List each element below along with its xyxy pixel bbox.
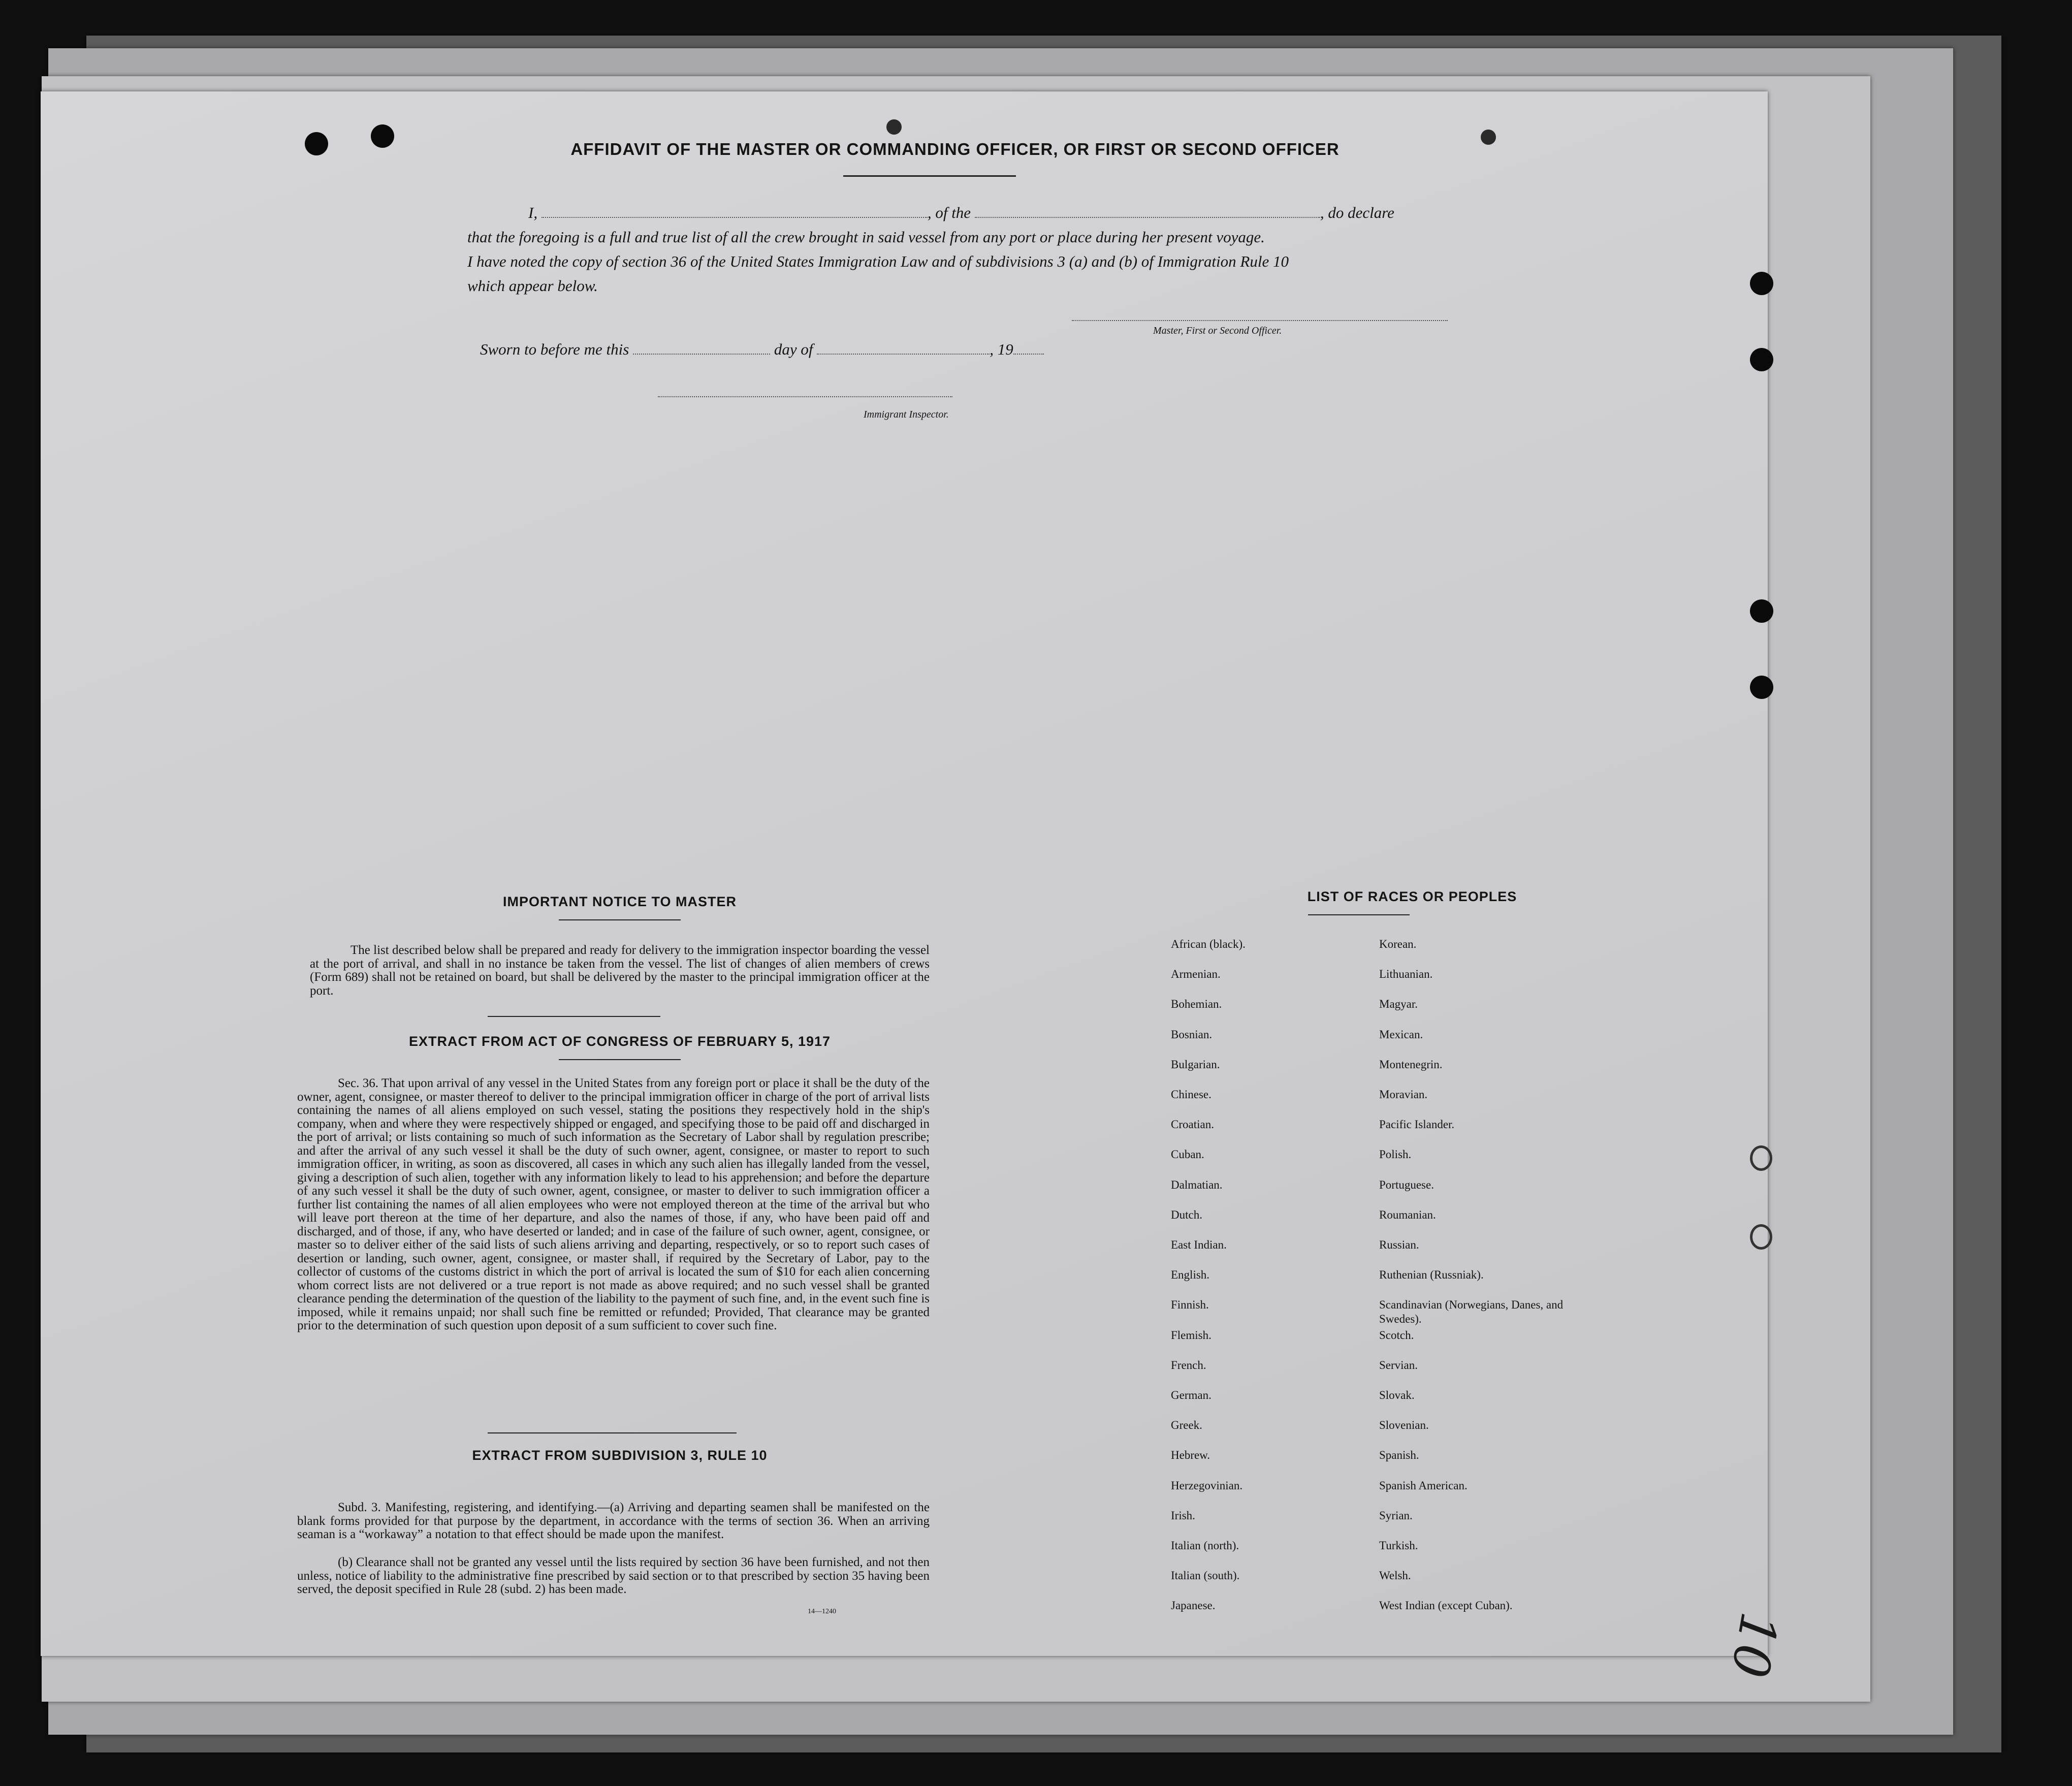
race-item: Italian (north). — [1171, 1539, 1239, 1552]
race-item: Ruthenian (Russniak). — [1379, 1268, 1484, 1282]
affidavit-title: AFFIDAVIT OF THE MASTER OR COMMANDING OFFICER, OR FIRST OR SECOND OFFICER — [570, 140, 1340, 158]
affidavit-text: I have noted the copy of section 36 of the United States Immigration Law and of subdivisions 3 (a) and (b) of Immigration Rule 10 — [467, 252, 1289, 270]
sworn-line — [480, 340, 1044, 359]
race-item: French. — [1171, 1358, 1206, 1372]
race-item: Flemish. — [1171, 1328, 1212, 1342]
divider — [488, 1432, 737, 1433]
punch-hole — [1750, 599, 1773, 623]
sworn-text: Sworn to before me this — [480, 340, 629, 358]
divider — [1308, 914, 1410, 915]
race-item: East Indian. — [1171, 1238, 1227, 1251]
race-item: Servian. — [1379, 1358, 1418, 1372]
rule-title: EXTRACT FROM SUBDIVISION 3, RULE 10 — [472, 1448, 768, 1463]
race-item: West Indian (except Cuban). — [1379, 1599, 1513, 1612]
race-item: Russian. — [1379, 1238, 1419, 1251]
vessel-blank — [975, 217, 1320, 218]
year-blank — [1013, 354, 1044, 355]
affidavit-text: I, — [528, 204, 538, 221]
handwritten-page-number: 10 — [1719, 1608, 1790, 1682]
race-item: Montenegrin. — [1379, 1058, 1443, 1071]
race-item: Portuguese. — [1379, 1178, 1434, 1191]
race-item: Welsh. — [1379, 1569, 1411, 1582]
punch-hole — [305, 132, 328, 155]
inspector-signature-line — [658, 396, 952, 397]
form-page — [41, 91, 1768, 1656]
race-item: Japanese. — [1171, 1599, 1216, 1612]
race-item: Herzegovinian. — [1171, 1479, 1243, 1492]
day-blank — [633, 354, 770, 355]
punch-hole — [1750, 1145, 1772, 1171]
punch-hole — [886, 119, 902, 135]
punch-hole — [1750, 1224, 1772, 1250]
race-item: German. — [1171, 1389, 1212, 1401]
sworn-text: day of — [774, 340, 813, 358]
race-item: Korean. — [1379, 938, 1417, 950]
race-item: Dutch. — [1171, 1208, 1202, 1221]
race-item: Syrian. — [1379, 1509, 1413, 1522]
race-item: Dalmatian. — [1171, 1178, 1223, 1191]
inspector-label: Immigrant Inspector. — [864, 409, 949, 420]
punch-hole — [1750, 348, 1773, 371]
race-item: Chinese. — [1171, 1088, 1212, 1101]
race-item: African (black). — [1171, 938, 1246, 950]
race-item: Scotch. — [1379, 1328, 1414, 1342]
month-blank — [817, 354, 990, 355]
race-item: Finnish. — [1171, 1298, 1209, 1312]
punch-hole — [1750, 676, 1773, 699]
affidavit-text: , do declare — [1320, 204, 1394, 221]
race-item: Bulgarian. — [1171, 1058, 1220, 1071]
rule-body-b: (b) Clearance shall not be granted any vessel until the lists required by section 36 have been furnished, and not then unless, notice of liability to the administrative fine prescribed by said section or to that prescribed by section 35 having been served, the deposit specified in Rule 28 (subd. 2) has been made. — [297, 1555, 930, 1596]
race-item: Hebrew. — [1171, 1449, 1210, 1462]
race-item: Pacific Islander. — [1379, 1118, 1455, 1131]
affidavit-text: which appear below. — [467, 277, 598, 295]
race-item: Spanish American. — [1379, 1479, 1468, 1492]
race-item: Moravian. — [1379, 1088, 1428, 1101]
race-item: Spanish. — [1379, 1449, 1419, 1462]
race-item: Bosnian. — [1171, 1028, 1213, 1041]
race-item: Greek. — [1171, 1419, 1202, 1432]
punch-hole — [1750, 272, 1773, 295]
divider — [843, 175, 1016, 177]
divider — [559, 919, 681, 920]
punch-hole — [371, 124, 394, 148]
race-item: English. — [1171, 1268, 1210, 1282]
race-item: Slovak. — [1379, 1389, 1415, 1401]
race-item: Cuban. — [1171, 1148, 1204, 1161]
race-item: Lithuanian. — [1379, 968, 1433, 981]
race-item: Bohemian. — [1171, 998, 1222, 1011]
race-item: Polish. — [1379, 1148, 1412, 1161]
name-blank — [541, 217, 928, 218]
act-body: Sec. 36. That upon arrival of any vessel in the United States from any foreign port or place it shall be the duty of the owner, agent, consignee, or master thereof to deliver to the principal immigration officer in charge of the port of arrival lists containing the names of all aliens employed on such vessel, stating the positions they respectively hold in the ship's company, when and where they were respectively shipped or engaged, and specifying those to be paid off and discharged in the port of arrival; or lists containing so much of such information as the Secretary of Labor shall by regulation prescribe; and after the arrival of any such vessel it shall be the duty of such owner, agent, consignee, or master to report to such immigration officer, in writing, as soon as discovered, all cases in which any such alien has illegally landed from the vessel, giving a description of such alien, together with any information likely to lead to his apprehension; and before the departure of any such vessel it shall be the duty of such owner, agent, consignee, or master to deliver to such immigration officer a further list containing the names of all alien employees who were not employed thereon at the time of the arrival but who will leave port thereon at the time of her departure, and also the names of those, if any, who have been paid off and discharged, and of those, if any, who have deserted or landed; and in case of the failure of such owner, agent, consignee, or master so to deliver either of the said lists of such aliens arriving and departing, respectively, or so to report such cases of desertion or landing, such owner, agent, consignee, or master shall, if required by the Secretary of Labor, pay to the collector of customs of the customs district in which the port of arrival is located the sum of $10 for each alien concerning whom correct lists are not delivered or a true report is not made as above required; and no such vessel shall be granted clearance pending the determination of the question of the liability to the payment of such fine, and, in the event such fine is imposed, while it remains unpaid; nor shall such fine be remitted or refunded; Provided, That clearance may be granted prior to the determination of such question upon deposit of a sum sufficient to cover such fine. — [297, 1076, 930, 1332]
punch-hole — [1481, 130, 1496, 145]
rule-body-a: Subd. 3. Manifesting, registering, and identifying.—(a) Arriving and departing seamen shall be manifested on the blank forms provided for that purpose by the department, in accordance with the terms of section 36. When an arriving seaman is a “workaway” a notation to that effect should be made upon the manifest. — [297, 1501, 930, 1541]
race-item: Slovenian. — [1379, 1419, 1429, 1432]
race-item: Roumanian. — [1379, 1208, 1436, 1221]
divider — [559, 1059, 681, 1060]
race-item: Irish. — [1171, 1509, 1195, 1522]
race-item: Italian (south). — [1171, 1569, 1240, 1582]
race-item: Scandinavian (Norwegians, Danes, and Swedes). — [1379, 1298, 1564, 1326]
act-title: EXTRACT FROM ACT OF CONGRESS OF FEBRUARY 5, 1917 — [408, 1034, 831, 1049]
form-number: 14—1240 — [808, 1608, 836, 1615]
race-item: Croatian. — [1171, 1118, 1214, 1131]
race-item: Magyar. — [1379, 998, 1418, 1011]
race-item: Armenian. — [1171, 968, 1221, 981]
race-item: Mexican. — [1379, 1028, 1423, 1041]
races-title: LIST OF RACES OR PEOPLES — [1307, 889, 1517, 904]
divider — [488, 1016, 660, 1017]
notice-title: IMPORTANT NOTICE TO MASTER — [503, 894, 737, 909]
notice-body: The list described below shall be prepared and ready for delivery to the immigration inspector boarding the vessel at the port of arrival, and shall in no instance be taken from the vessel. The list of changes of alien members of crews (Form 689) shall not be retained on board, but shall be delivered by the master to the principal immigration officer at the port. — [310, 943, 930, 998]
affidavit-declaration-line — [467, 201, 1448, 225]
sworn-text: , 19 — [990, 340, 1013, 358]
master-label: Master, First or Second Officer. — [1153, 325, 1282, 336]
affidavit-text: that the foregoing is a full and true list of all the crew brought in said vessel from any port or place during her present voyage. — [467, 228, 1265, 246]
affidavit-text: , of the — [927, 204, 971, 221]
race-item: Turkish. — [1379, 1539, 1418, 1552]
master-signature-line — [1072, 320, 1448, 321]
